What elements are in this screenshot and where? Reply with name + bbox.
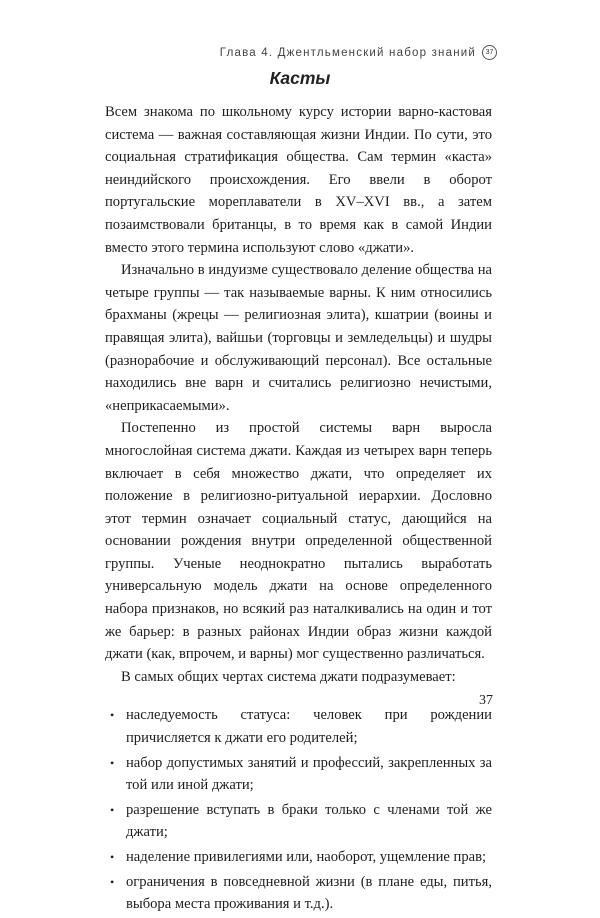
- paragraph-2: Изначально в индуизме существовало деление общества на четыре группы — так называемые варны. К ним относились брахманы (жрецы — религиозная элита), кшатрии (воины и правящая элита), вайшьи (торговцы и земледельцы) и шудры (разнорабочие и обслуживающий персонал). Все остальные находились вне варн и считались религиозно нечистыми, «неприкасаемыми».: [105, 262, 492, 414]
- paragraph-3: Постепенно из простой системы варн выросла многослойная система джати. Каждая из четырех варн теперь включает в себя множество джати, что определяет их положение в религиозно-ритуальной иерархии. Дословно этот термин означает социальный статус, дающийся на основании рождения внутри определенной общественной группы. Ученые неоднократно пытались выработать универсальную модель джати на основе определенного набора признаков, но всякий раз наталкивались на один и тот же барьер: в разных районах Индии образ жизни каждой джати (как, впрочем, и варны) мог существенно различаться.: [105, 420, 492, 663]
- paragraph-1: Всем знакома по школьному курсу истории варно-кастовая система — важная составляющая жизни Индии. По сути, это социальная стратификация общества. Сам термин «каста» неиндийского происхождения. Его ввели в оборот португальские мореплаватели в XV–XVI вв., а затем позаимствовали британцы, в то время как в самой Индии вместо этого термина используют слово «джати».: [105, 104, 492, 256]
- list-item: [105, 846, 492, 869]
- list-item-text: наследуемость статуса: человек при рождении причисляется к джати его родителей;: [126, 707, 492, 747]
- bullet-icon: •: [110, 874, 115, 889]
- running-title: Глава 4. Джентльменский набор знаний: [219, 46, 476, 59]
- body-text: [105, 101, 492, 918]
- page-number: 37: [479, 693, 493, 708]
- bullet-icon: •: [110, 708, 115, 723]
- list-item: [105, 752, 492, 797]
- paragraph-4: В самых общих чертах система джати подразумевает:: [121, 668, 456, 685]
- bullet-icon: •: [110, 850, 115, 864]
- section-title: Касты: [269, 68, 331, 88]
- bullet-icon: •: [110, 755, 115, 770]
- running-header: [220, 45, 497, 60]
- page-badge-icon: 37: [482, 45, 497, 60]
- list-item-text: наделение привилегиями или, наоборот, ущемление прав;: [126, 849, 487, 865]
- list-item-text: набор допустимых занятий и профессий, закрепленных за той или иной джати;: [126, 754, 492, 794]
- list-item: [105, 704, 492, 749]
- list-item-text: ограничения в повседневной жизни (в плане еды, питья, выбора места проживания и т.д.).: [126, 873, 492, 913]
- bullet-list: [105, 704, 492, 915]
- list-item: [105, 871, 492, 916]
- list-item: [105, 799, 492, 844]
- list-item-text: разрешение вступать в браки только с членами той же джати;: [126, 801, 492, 841]
- bullet-icon: •: [110, 802, 115, 817]
